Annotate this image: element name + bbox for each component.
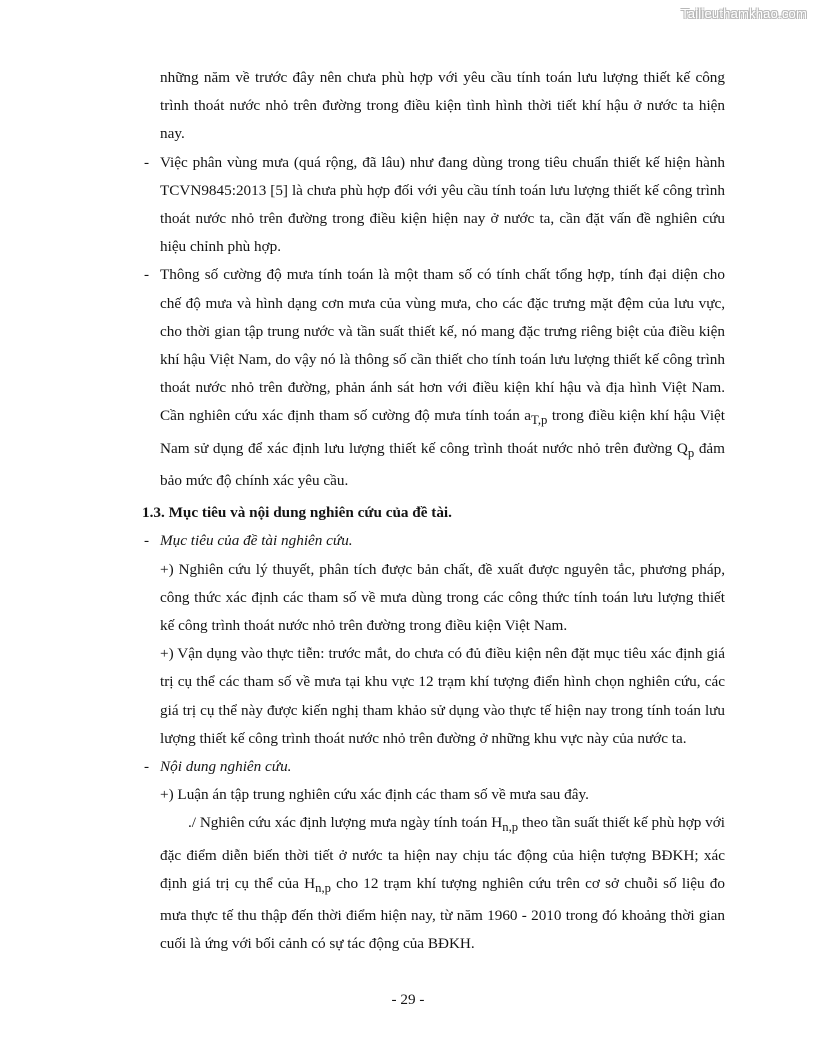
text-segment: đảm bảo mức độ chính xác yêu cầu.: [160, 439, 725, 489]
watermark: Tailieuthamkhao.com: [681, 6, 807, 21]
text-segment: Thông số cường độ mưa tính toán là một tham số có tính chất tổng hợp, tính đại diện cho chế độ mưa và hình dạng cơn mưa của vùng mưa, cho các đặc trưng mặt đệm của lưu vực, cho thời gian tập trung nước và tần suất thiết kế, nó mang đặc trưng riêng biệt của điều kiện khí hậu Việt Nam, do vậy nó là thông số cần thiết cho tính toán lưu lượng thiết kế công trình thoát nước nhỏ trên đường, phản ánh sát hơn với điều kiện khí hậu và địa hình Việt Nam. Cần nghiên cứu xác định tham số cường độ mưa tính toán a: [160, 266, 725, 425]
bullet-content: [142, 753, 725, 781]
text-segment: trong điều kiện khí hậu Việt Nam sử dụng để xác định lưu lượng thiết kế công trình thoát nước nhỏ trên đường Q: [160, 407, 725, 457]
bullet-rain-intensity: [142, 261, 725, 495]
bullet-rain-zoning: - Việc phân vùng mưa (quá rộng, đã lâu) như đang dùng trong tiêu chuẩn thiết kế hiện hành TCVN9845:2013 [5] là chưa phù hợp đối với yêu cầu tính toán lưu lượng thiết kế công trình thoát nước nhỏ trên đường trong điều kiện hiện nay ở nước ta, cần đặt vấn đề nghiên cứu hiệu chỉnh phù hợp.: [142, 149, 725, 262]
text-segment: cho 12 trạm khí tượng nghiên cứu trên cơ sở chuỗi số liệu đo mưa thực tế thu thập đến thời điểm hiện nay, từ năm 1960 - 2010 trong đó khoảng thời gian cuối là ứng với bối cảnh có sự tác động của BĐKH.: [160, 874, 725, 953]
text-segment: ./ Nghiên cứu xác định lượng mưa ngày tính toán H: [188, 814, 503, 832]
bullet-objectives: [142, 527, 725, 555]
bullet-label: Mục tiêu của đề tài nghiên cứu.: [160, 532, 353, 550]
content-intro: +) Luận án tập trung nghiên cứu xác định các tham số về mưa sau đây.: [160, 786, 589, 804]
objective-practice: +) Vận dụng vào thực tiễn: trước mắt, do chưa có đủ điều kiện nên đặt mục tiêu xác định giá trị cụ thể các tham số về mưa tại khu vực 12 trạm khí tượng điển hình chọn nghiên cứu, các giá trị cụ thể này được kiến nghị tham khảo sử dụng vào thực tế hiện nay trong tính toán lưu lượng thiết kế công trình thoát nước nhỏ trên đường ở những khu vực này của nước ta.: [160, 645, 725, 747]
subscript: n,p: [315, 880, 331, 895]
objective-theory: +) Nghiên cứu lý thuyết, phân tích được bản chất, đề xuất được nguyên tắc, phương pháp, công thức xác định các tham số về mưa dùng trong các công thức tính toán lưu lượng thiết kế công trình thoát nước nhỏ trên đường trong điều kiện Việt Nam.: [160, 560, 725, 634]
section-heading: 1.3. Mục tiêu và nội dung nghiên cứu của đề tài.: [142, 504, 452, 522]
subscript: p: [687, 445, 695, 460]
subscript: n,p: [502, 820, 519, 835]
document-body: [142, 64, 725, 958]
page-number: - 29 -: [391, 991, 425, 1008]
bullet-label: Nội dung nghiên cứu.: [160, 757, 292, 775]
subscript: T,p: [531, 413, 548, 428]
paragraph-continuation: những năm về trước đây nên chưa phù hợp với yêu cầu tính toán lưu lượng thiết kế công trình thoát nước nhỏ trên đường trong điều kiện tình hình thời tiết khí hậu ở nước ta hiện nay.: [160, 69, 725, 143]
content-daily-rainfall: [142, 809, 725, 958]
text-segment: theo tần suất thiết kế phù hợp với đặc điểm diễn biến thời tiết ở nước ta hiện nay chịu tác động của hiện tượng BĐKH; xác định giá trị cụ thể của H: [160, 814, 725, 892]
